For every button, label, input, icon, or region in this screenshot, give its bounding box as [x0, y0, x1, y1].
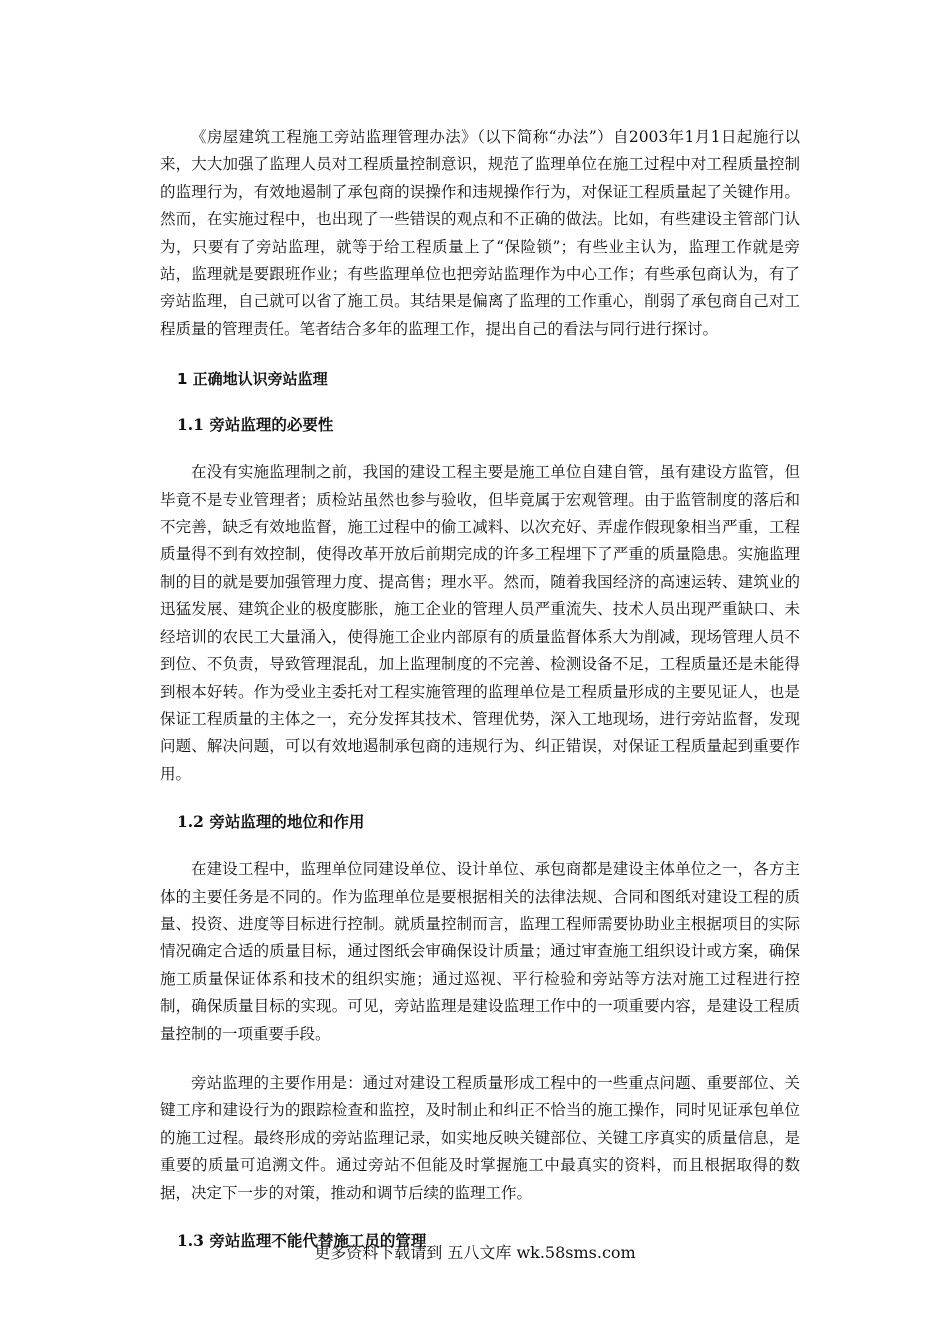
footer-download-note: 更多资料下载请到 五八文库 wk.58sms.com: [314, 1243, 636, 1262]
subsection-1-2-paragraph-1: 在建设工程中，监理单位同建设单位、设计单位、承包商都是建设主体单位之一，各方主体的主要任务是不同的。作为监理单位是要根据相关的法律法规、合同和图纸对建设工程的质量、投资、进度等目标进行控制。就质量控制而言，监理工程师需要协助业主根据项目的实际情况确定合适的质量目标，通过图纸会审确保设计质量；通过审查施工组织设计或方案，确保施工质量保证体系和技术的组织实施；通过巡视、平行检验和旁站等方法对施工过程进行控制，确保质量目标的实现。可见，旁站监理是建设监理工作中的一项重要内容，是建设工程质量控制的一项重要手段。: [160, 860, 800, 1043]
subsection-1-2-heading: 1.2 旁站监理的地位和作用: [177, 812, 365, 832]
subsection-1-2-paragraph-2: 旁站监理的主要作用是：通过对建设工程质量形成工程中的一些重点问题、重要部位、关键工序和建设行为的跟踪检查和监控，及时制止和纠正不恰当的施工操作，同时见证承包单位的施工过程。最终形成的旁站监理记录，如实地反映关键部位、关键工序真实的质量信息，是重要的质量可追溯文件。通过旁站不但能及时掌握施工中最真实的资料，而且根据取得的数据，决定下一步的对策，推动和调节后续的监理工作。: [160, 1073, 800, 1202]
subsection-1-1-heading: 1.1 旁站监理的必要性: [177, 415, 334, 435]
subsection-1-3-heading: 1.3 旁站监理不能代替施工员的管理: [177, 1231, 427, 1250]
section-1-heading: 1 正确地认识旁站监理: [177, 370, 328, 389]
intro-paragraph: 《房屋建筑工程施工旁站监理管理办法》（以下简称“办法”）自2003年1月1日起施行以来，大大加强了监理人员对工程质量控制意识，规范了监理单位在施工过程中对工程质量控制的监理行为，有效地遏制了承包商的误操作和违规操作行为，对保证工程质量起了关键作用。然而，在实施过程中，也出现了一些错误的观点和不正确的做法。比如，有些建设主管部门认为，只要有了旁站监理，就等于给工程质量上了“保险锁”；有些业主认为，监理工作就是旁站，监理就是要跟班作业；有些监理单位也把旁站监理作为中心工作；有些承包商认为，有了旁站监理，自己就可以省了施工员。其结果是偏离了监理的工作重心，削弱了承包商自己对工程质量的管理责任。笔者结合多年的监理工作，提出自己的看法与同行进行探讨。: [160, 128, 800, 338]
document-body: [160, 124, 800, 1253]
subsection-1-1-paragraph: 在没有实施监理制之前，我国的建设工程主要是施工单位自建自管，虽有建设方监管，但毕竟不是专业管理者；质检站虽然也参与验收，但毕竟属于宏观管理。由于监管制度的落后和不完善，缺乏有效地监督，施工过程中的偷工减料、以次充好、弄虚作假现象相当严重，工程质量得不到有效控制，使得改革开放后前期完成的许多工程埋下了严重的质量隐患。实施监理制的目的就是要加强管理力度、提高售；理水平。然而，随着我国经济的高速运转、建筑业的迅猛发展、建筑企业的极度膨胀，施工企业的管理人员严重流失、技术人员出现严重缺口、未经培训的农民工大量涌入，使得施工企业内部原有的质量监督体系大为削减，现场管理人员不到位、不负责，导致管理混乱，加上监理制度的不完善、检测设备不足，工程质量还是未能得到根本好转。作为受业主委托对工程实施管理的监理单位是工程质量形成的主要见证人，也是保证工程质量的主体之一，充分发挥其技术、管理优势，深入工地现场，进行旁站监督，发现问题、解决问题，可以有效地遏制承包商的违规行为、纠正错误，对保证工程质量起到重要作用。: [160, 463, 800, 783]
